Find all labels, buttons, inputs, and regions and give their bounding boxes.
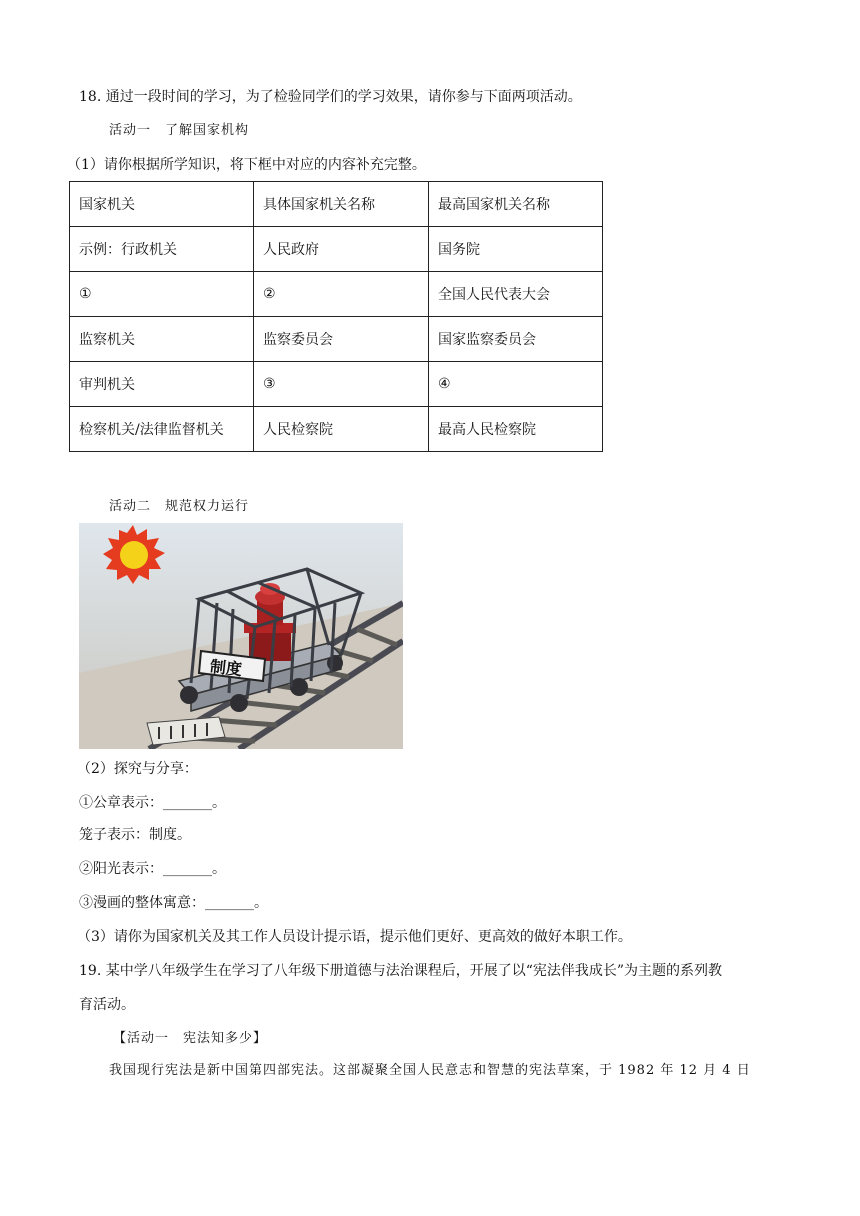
- table-cell: 示例：行政机关: [70, 227, 254, 272]
- table-cell: ③: [254, 362, 429, 407]
- power-cage-cartoon: [79, 523, 403, 749]
- table-row: [70, 317, 603, 362]
- q18-part2: （2）探究与分享：: [77, 761, 198, 777]
- q19-activity1-title: 【活动一 宪法知多少】: [113, 1031, 268, 1046]
- table-cell: 最高国家机关名称: [429, 182, 603, 227]
- q19-stem-line2: 育活动。: [79, 997, 135, 1013]
- table-cell: 国家机关: [70, 182, 254, 227]
- q18-stem: 18. 通过一段时间的学习，为了检验同学们的学习效果，请你参与下面两项活动。: [79, 89, 582, 105]
- cage-label: 制度: [209, 656, 243, 680]
- q19-stem-line1: 19. 某中学八年级学生在学习了八年级下册道德与法治课程后，开展了以“宪法伴我成长”为主题的系列教: [79, 963, 723, 979]
- table-cell: ①: [70, 272, 254, 317]
- state-organs-table: [69, 181, 603, 452]
- q18-activity2-title: 活动二 规范权力运行: [109, 499, 250, 514]
- table-row: [70, 362, 603, 407]
- q18-part1: （1）请你根据所学知识，将下框中对应的内容补充完整。: [67, 157, 426, 173]
- q18-item-sunlight: ②阳光表示：_______。: [79, 861, 226, 877]
- q18-activity1-title: 活动一 了解国家机构: [109, 123, 250, 138]
- q19-paragraph: 我国现行宪法是新中国第四部宪法。这部凝聚全国人民意志和智慧的宪法草案，于 1982 年 12 月 4 日: [109, 1063, 751, 1078]
- table-cell: ②: [254, 272, 429, 317]
- table-cell: 监察委员会: [254, 317, 429, 362]
- table-cell: 人民检察院: [254, 407, 429, 452]
- table-cell: 检察机关/法律监督机关: [70, 407, 254, 452]
- table-cell: 人民政府: [254, 227, 429, 272]
- table-row: [70, 272, 603, 317]
- table-cell: 最高人民检察院: [429, 407, 603, 452]
- q18-part3: （3）请你为国家机关及其工作人员设计提示语，提示他们更好、更高效的做好本职工作。: [77, 929, 632, 945]
- q18-item-cage: 笼子表示：制度。: [79, 827, 191, 843]
- table-cell: 具体国家机关名称: [254, 182, 429, 227]
- table-cell: 审判机关: [70, 362, 254, 407]
- table-row: [70, 407, 603, 452]
- table-cell: 国务院: [429, 227, 603, 272]
- table-cell: 全国人民代表大会: [429, 272, 603, 317]
- table-cell: 监察机关: [70, 317, 254, 362]
- table-cell: ④: [429, 362, 603, 407]
- table-cell: 国家监察委员会: [429, 317, 603, 362]
- table-header-row: [70, 182, 603, 227]
- table-row: [70, 227, 603, 272]
- q18-item-seal: ①公章表示：_______。: [79, 795, 226, 811]
- cartoon-illustration: [79, 523, 403, 749]
- q18-item-meaning: ③漫画的整体寓意：_______。: [79, 895, 268, 911]
